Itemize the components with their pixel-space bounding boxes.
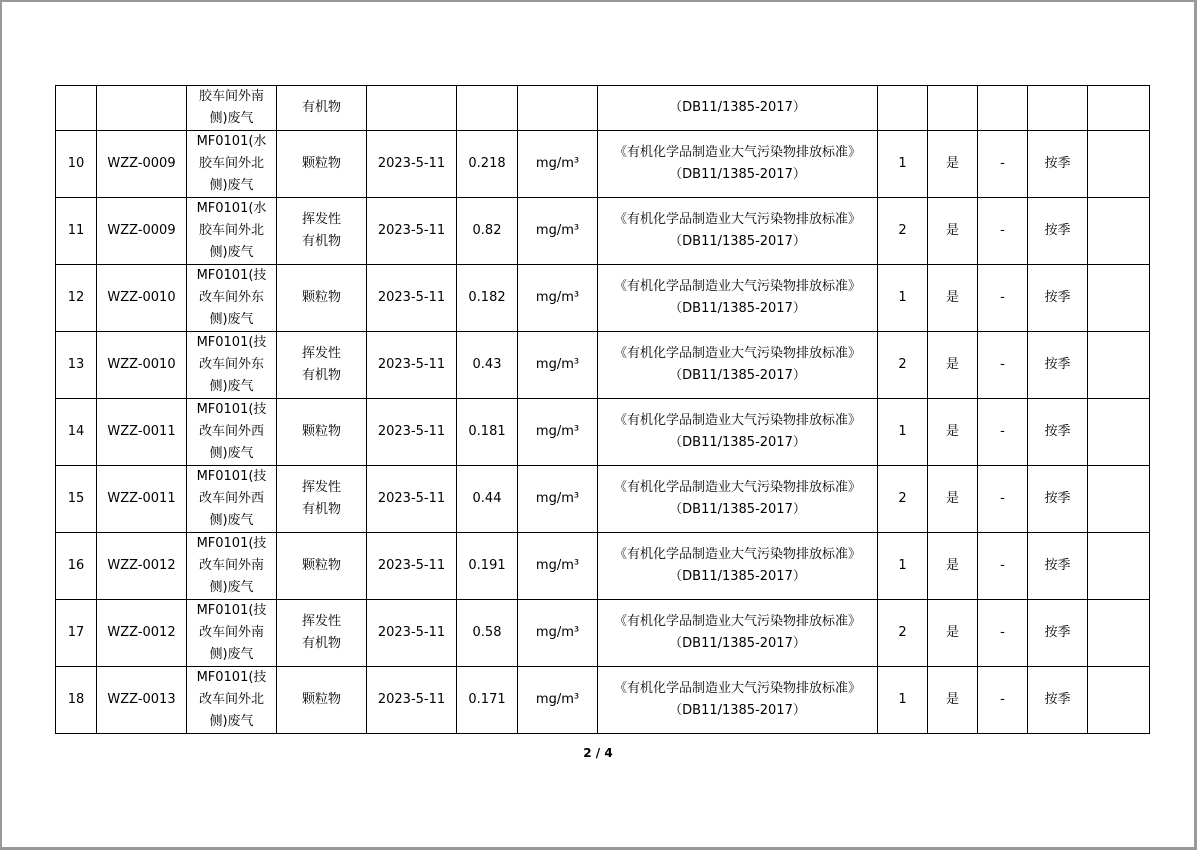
cell-location: MF0101(技 改车间外北 侧)废气 [187, 667, 277, 734]
cell-unit: mg/m³ [518, 399, 598, 466]
cell-date: 2023-5-11 [367, 600, 457, 667]
cell-ok: 是 [928, 332, 978, 399]
cell-code: WZZ-0009 [97, 131, 187, 198]
cell-standard: 《有机化学品制造业大气污染物排放标准》 （DB11/1385-2017） [598, 399, 878, 466]
cell-item: 挥发性 有机物 [277, 332, 367, 399]
cell-location: MF0101(技 改车间外西 侧)废气 [187, 466, 277, 533]
cell-no: 16 [56, 533, 97, 600]
cell-ok: 是 [928, 399, 978, 466]
cell-date: 2023-5-11 [367, 667, 457, 734]
cell-count: 2 [878, 600, 928, 667]
cell-standard: 《有机化学品制造业大气污染物排放标准》 （DB11/1385-2017） [598, 667, 878, 734]
cell-extra [1088, 533, 1150, 600]
cell-unit: mg/m³ [518, 466, 598, 533]
cell-standard: 《有机化学品制造业大气污染物排放标准》 （DB11/1385-2017） [598, 332, 878, 399]
cell-ok: 是 [928, 533, 978, 600]
cell-standard: 《有机化学品制造业大气污染物排放标准》 （DB11/1385-2017） [598, 600, 878, 667]
cell-freq: 按季 [1028, 198, 1088, 265]
cell-location: MF0101(技 改车间外南 侧)废气 [187, 533, 277, 600]
cell-dash: - [978, 399, 1028, 466]
cell-code: WZZ-0010 [97, 332, 187, 399]
cell-count: 2 [878, 332, 928, 399]
cell-no: 11 [56, 198, 97, 265]
cell-extra [1088, 600, 1150, 667]
cell-dash: - [978, 466, 1028, 533]
cell-ok: 是 [928, 466, 978, 533]
cell-location: MF0101(水 胶车间外北 侧)废气 [187, 198, 277, 265]
cell-code: WZZ-0013 [97, 667, 187, 734]
cell-freq: 按季 [1028, 533, 1088, 600]
cell-date: 2023-5-11 [367, 466, 457, 533]
cell-code: WZZ-0011 [97, 399, 187, 466]
cell-unit: mg/m³ [518, 131, 598, 198]
document-page [2, 2, 1194, 847]
cell-date: 2023-5-11 [367, 198, 457, 265]
cell-count: 2 [878, 198, 928, 265]
cell-ok: 是 [928, 265, 978, 332]
cell-item: 颗粒物 [277, 533, 367, 600]
cell-freq: 按季 [1028, 131, 1088, 198]
table-row [56, 600, 1150, 667]
cell-no: 10 [56, 131, 97, 198]
cell-value: 0.44 [457, 466, 518, 533]
cell-standard: 《有机化学品制造业大气污染物排放标准》 （DB11/1385-2017） [598, 131, 878, 198]
cell-count: 2 [878, 466, 928, 533]
cell-unit: mg/m³ [518, 667, 598, 734]
table-row [56, 198, 1150, 265]
cell-ok: 是 [928, 667, 978, 734]
cell-freq [1028, 86, 1088, 131]
cell-extra [1088, 198, 1150, 265]
cell-standard: 《有机化学品制造业大气污染物排放标准》 （DB11/1385-2017） [598, 198, 878, 265]
cell-date: 2023-5-11 [367, 265, 457, 332]
cell-freq: 按季 [1028, 332, 1088, 399]
cell-count: 1 [878, 399, 928, 466]
cell-unit: mg/m³ [518, 265, 598, 332]
cell-location: MF0101(技 改车间外东 侧)废气 [187, 332, 277, 399]
cell-code [97, 86, 187, 131]
cell-freq: 按季 [1028, 466, 1088, 533]
table-row [56, 131, 1150, 198]
page-number: 2 / 4 [583, 746, 613, 760]
cell-dash: - [978, 198, 1028, 265]
cell-code: WZZ-0011 [97, 466, 187, 533]
table-row [56, 466, 1150, 533]
cell-value: 0.182 [457, 265, 518, 332]
cell-item: 颗粒物 [277, 399, 367, 466]
cell-dash: - [978, 265, 1028, 332]
cell-item: 挥发性 有机物 [277, 198, 367, 265]
cell-dash: - [978, 667, 1028, 734]
cell-value: 0.171 [457, 667, 518, 734]
cell-no: 12 [56, 265, 97, 332]
cell-standard: 《有机化学品制造业大气污染物排放标准》 （DB11/1385-2017） [598, 533, 878, 600]
cell-date: 2023-5-11 [367, 533, 457, 600]
cell-location: MF0101(技 改车间外东 侧)废气 [187, 265, 277, 332]
cell-unit: mg/m³ [518, 198, 598, 265]
cell-ok: 是 [928, 600, 978, 667]
cell-item: 颗粒物 [277, 131, 367, 198]
cell-unit: mg/m³ [518, 533, 598, 600]
monitoring-table [55, 85, 1150, 734]
cell-dash [978, 86, 1028, 131]
cell-extra [1088, 399, 1150, 466]
cell-no [56, 86, 97, 131]
cell-extra [1088, 86, 1150, 131]
cell-code: WZZ-0012 [97, 533, 187, 600]
cell-item: 颗粒物 [277, 265, 367, 332]
cell-no: 17 [56, 600, 97, 667]
table-body [56, 86, 1150, 734]
cell-location: MF0101(技 改车间外南 侧)废气 [187, 600, 277, 667]
cell-value: 0.82 [457, 198, 518, 265]
cell-value: 0.181 [457, 399, 518, 466]
cell-value [457, 86, 518, 131]
cell-unit: mg/m³ [518, 332, 598, 399]
table-row [56, 265, 1150, 332]
cell-no: 13 [56, 332, 97, 399]
cell-value: 0.43 [457, 332, 518, 399]
cell-date: 2023-5-11 [367, 131, 457, 198]
cell-value: 0.191 [457, 533, 518, 600]
table-row [56, 533, 1150, 600]
table-row [56, 667, 1150, 734]
cell-item: 挥发性 有机物 [277, 600, 367, 667]
cell-location: MF0101(水 胶车间外北 侧)废气 [187, 131, 277, 198]
cell-freq: 按季 [1028, 265, 1088, 332]
cell-ok: 是 [928, 198, 978, 265]
cell-code: WZZ-0009 [97, 198, 187, 265]
cell-extra [1088, 466, 1150, 533]
cell-item: 颗粒物 [277, 667, 367, 734]
cell-freq: 按季 [1028, 667, 1088, 734]
table-row-continuation [56, 86, 1150, 131]
cell-location: 胶车间外南 侧)废气 [187, 86, 277, 131]
cell-dash: - [978, 131, 1028, 198]
cell-no: 14 [56, 399, 97, 466]
cell-date: 2023-5-11 [367, 332, 457, 399]
cell-code: WZZ-0012 [97, 600, 187, 667]
cell-value: 0.218 [457, 131, 518, 198]
cell-extra [1088, 332, 1150, 399]
cell-count: 1 [878, 131, 928, 198]
cell-unit [518, 86, 598, 131]
cell-unit: mg/m³ [518, 600, 598, 667]
cell-standard: 《有机化学品制造业大气污染物排放标准》 （DB11/1385-2017） [598, 466, 878, 533]
cell-dash: - [978, 533, 1028, 600]
cell-count: 1 [878, 533, 928, 600]
cell-extra [1088, 131, 1150, 198]
cell-item: 有机物 [277, 86, 367, 131]
cell-location: MF0101(技 改车间外西 侧)废气 [187, 399, 277, 466]
cell-no: 18 [56, 667, 97, 734]
cell-standard: （DB11/1385-2017） [598, 86, 878, 131]
cell-count [878, 86, 928, 131]
cell-freq: 按季 [1028, 600, 1088, 667]
cell-extra [1088, 265, 1150, 332]
cell-dash: - [978, 600, 1028, 667]
cell-date [367, 86, 457, 131]
cell-item: 挥发性 有机物 [277, 466, 367, 533]
cell-count: 1 [878, 667, 928, 734]
cell-count: 1 [878, 265, 928, 332]
cell-ok: 是 [928, 131, 978, 198]
cell-standard: 《有机化学品制造业大气污染物排放标准》 （DB11/1385-2017） [598, 265, 878, 332]
cell-no: 15 [56, 466, 97, 533]
cell-value: 0.58 [457, 600, 518, 667]
cell-code: WZZ-0010 [97, 265, 187, 332]
cell-freq: 按季 [1028, 399, 1088, 466]
cell-extra [1088, 667, 1150, 734]
table-row [56, 399, 1150, 466]
cell-ok [928, 86, 978, 131]
cell-dash: - [978, 332, 1028, 399]
cell-date: 2023-5-11 [367, 399, 457, 466]
table-row [56, 332, 1150, 399]
